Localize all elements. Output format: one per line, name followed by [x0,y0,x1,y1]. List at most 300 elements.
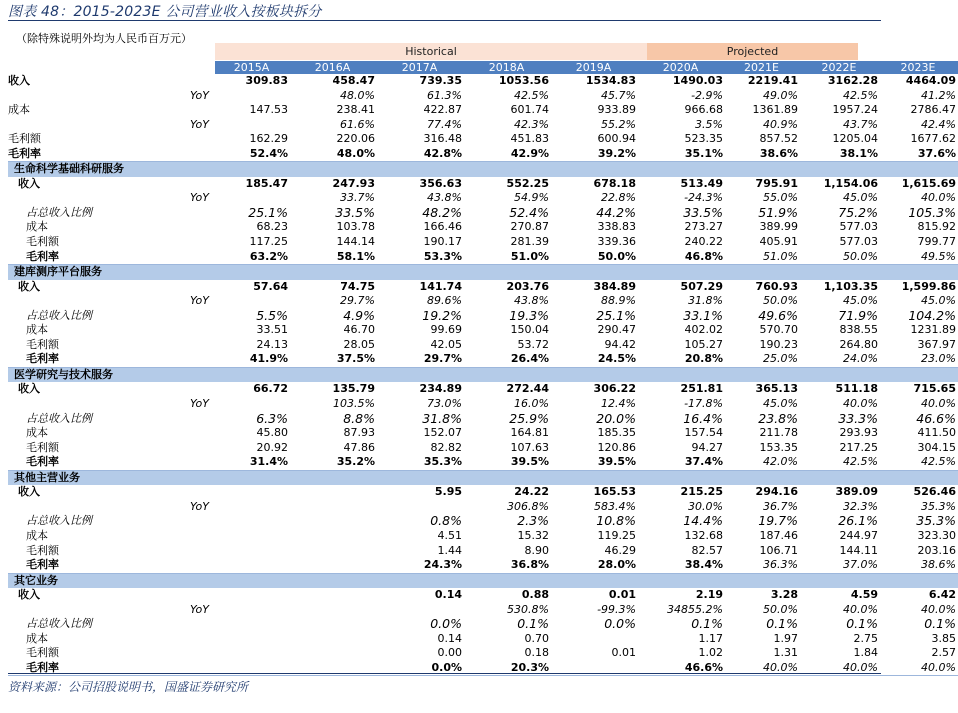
row-sublabel [190,338,215,353]
cell-2017A: 77.4% [427,117,462,131]
cell-2022E: 2.75 [853,631,878,645]
cell-2016A: 29.7% [340,294,375,308]
row-sublabel [190,588,215,603]
cell-2017A: 29.7% [377,352,464,367]
cell-2017A: 5.95 [434,485,462,499]
cell-2016A [290,558,377,573]
cell-2023E: 40.0% [921,397,956,411]
row-sublabel [190,177,215,192]
cell-2015A: 162.29 [249,132,288,146]
cell-2015A: 117.25 [249,235,288,249]
cell-2020A: 35.1% [638,147,725,162]
segment-gross-profit-row [8,544,958,559]
cell-2018A: 39.5% [464,455,551,470]
cell-2019A: 12.4% [601,397,636,411]
segment-header-row [8,573,958,588]
cell-2016A [290,588,377,603]
cell-2020A: 513.49 [680,176,723,190]
historical-band: Historical [215,43,647,60]
cell-2019A: 306.22 [593,382,636,396]
cell-2016A: 35.2% [290,455,377,470]
cell-2020A: 34855.2% [667,602,723,616]
cell-2017A: 316.48 [423,132,462,146]
cell-2023E: 6.42 [928,588,956,602]
cell-2021E: 405.91 [759,235,798,249]
cell-2023E: 40.0% [880,661,958,676]
row-sublabel [190,558,215,573]
cell-2017A [377,500,464,515]
row-label: 毛利率 [8,147,190,162]
cell-2016A: 103.78 [336,220,375,234]
row-label: 毛利率 [8,250,190,265]
year-header-2020A: 2020A [638,61,725,74]
cell-2016A [290,485,377,500]
cell-2023E: 1,615.69 [901,176,956,190]
cell-2022E: 45.0% [843,294,878,308]
row-label: 毛利额 [26,646,59,660]
cell-2021E: 25.0% [725,352,800,367]
cell-2018A: 16.0% [514,397,549,411]
cell-2019A: 0.0% [604,616,636,632]
row-label: 毛利额 [26,440,59,454]
row-label: 毛利额 [26,543,59,557]
segment-yoy-row [8,294,958,309]
cell-2018A: 2.3% [517,513,549,529]
cell-2016A [290,617,377,632]
cell-2022E: 1.84 [853,646,878,660]
cell-2022E: 45.0% [843,191,878,205]
cell-2016A [290,646,377,661]
cell-2021E: 187.46 [759,528,798,542]
cell-2019A: 0.01 [608,588,636,602]
segment-header-row [8,470,958,485]
cell-2015A [215,294,290,309]
row-label: 收入 [18,485,40,499]
cell-2018A: 164.81 [510,426,549,440]
row-sublabel [190,617,215,632]
cell-2017A: 356.63 [419,176,462,190]
row-label: 占总收入比例 [26,514,92,528]
cell-2019A: 119.25 [597,528,636,542]
cell-2018A: 43.8% [514,294,549,308]
cell-2019A: 50.0% [551,250,638,265]
year-header-2015A: 2015A [215,61,290,74]
cell-2015A [215,500,290,515]
cell-2021E: 1361.89 [752,103,798,117]
cell-2018A: 52.4% [509,204,549,220]
cell-2016A: 458.47 [332,74,375,87]
row-sublabel [190,147,215,162]
cell-2020A: 94.27 [691,440,723,454]
segment-revenue-row [8,382,958,397]
cell-2015A: 147.53 [249,103,288,117]
cell-2018A: 601.74 [510,103,549,117]
cell-2017A: 89.6% [427,294,462,308]
cell-2018A: 26.4% [464,352,551,367]
cell-2023E: 42.4% [921,117,956,131]
cell-2016A [290,544,377,559]
cell-2017A: 53.3% [377,250,464,265]
cell-2023E: 799.77 [917,235,956,249]
cell-2015A [215,632,290,647]
cell-2015A: 6.3% [256,410,288,426]
cell-2020A: 38.4% [638,558,725,573]
segment-gross-profit-row [8,338,958,353]
cell-2017A: 0.0% [377,661,464,676]
row-label: 收入 [18,176,40,190]
cell-2021E: 857.52 [759,132,798,146]
row-label [8,397,190,412]
cell-2017A: 35.3% [377,455,464,470]
cell-2020A: 507.29 [680,279,723,293]
cell-2015A [215,191,290,206]
source-note: 资料来源：公司招股说明书，国盛证券研究所 [8,680,249,694]
cell-2022E: 244.97 [839,528,878,542]
cell-2018A: 0.18 [524,646,549,660]
cell-2018A: 20.3% [464,661,551,676]
cell-2023E: 715.65 [913,382,956,396]
cell-2020A: 105.27 [684,337,723,351]
cell-2018A: 25.9% [509,410,549,426]
cell-2018A: 451.83 [510,132,549,146]
row-label: 毛利额 [26,337,59,351]
row-sublabel: YoY [190,499,209,513]
cell-2023E: 35.3% [921,499,956,513]
cell-2023E: 42.5% [880,455,958,470]
segment-yoy-row [8,191,958,206]
cell-2020A: 14.4% [683,513,723,529]
cell-2020A: 0.1% [691,616,723,632]
row-sublabel [190,220,215,235]
cell-2021E: 19.7% [758,513,798,529]
row-label: 成本 [8,103,30,117]
row-label: 毛利额 [26,235,59,249]
segment-header-row [8,162,958,177]
cell-2023E: 37.6% [880,147,958,162]
cell-2023E: 45.0% [921,294,956,308]
cell-2015A: 20.92 [256,440,288,454]
cell-2016A: 33.5% [335,204,375,220]
row-sublabel [190,235,215,250]
cell-2017A: 42.8% [377,147,464,162]
cell-2023E: 41.2% [921,88,956,102]
bottom-divider [8,673,881,674]
segment-share-row [8,514,958,529]
year-header-2017A: 2017A [377,61,464,74]
cell-2021E: 795.91 [755,176,798,190]
cell-2015A [215,118,290,133]
cell-2020A: 402.02 [684,323,723,337]
row-sublabel [190,280,215,295]
cell-2018A: 270.87 [510,220,549,234]
total-gross-profit-row [8,132,958,147]
segment-share-row [8,412,958,427]
cell-2022E: 26.1% [838,513,878,529]
cell-2019A: 933.89 [597,103,636,117]
segment-gross-profit-row [8,441,958,456]
segment-revenue-row [8,177,958,192]
cell-2016A: 48.0% [340,88,375,102]
cell-2020A: 215.25 [680,485,723,499]
cell-2015A: 41.9% [215,352,290,367]
segment-yoy-row [8,397,958,412]
cell-2017A: 0.00 [437,646,462,660]
cell-2016A: 103.5% [333,397,375,411]
cell-2023E: 2.57 [931,646,956,660]
segment-margin-row [8,455,958,470]
cell-2018A: 0.1% [517,616,549,632]
cell-2016A: 28.05 [343,337,375,351]
cell-2023E: 304.15 [917,440,956,454]
cell-2018A: 42.5% [514,88,549,102]
cell-2018A: 0.70 [524,631,549,645]
cell-2022E: 33.3% [838,410,878,426]
cell-2019A: 25.1% [596,307,636,323]
cell-2019A: 28.0% [551,558,638,573]
cell-2018A: 53.72 [517,337,549,351]
cell-2017A: 4.51 [437,528,462,542]
cell-2019A: 120.86 [597,440,636,454]
total-revenue-row [8,74,958,89]
row-label: 成本 [26,631,48,645]
row-sublabel [190,250,215,265]
cell-2015A [215,89,290,104]
cell-2015A: 45.80 [256,426,288,440]
cell-2021E: 40.9% [763,117,798,131]
cell-2022E: 511.18 [835,382,878,396]
cell-2022E: 71.9% [838,307,878,323]
cell-2018A: 36.8% [464,558,551,573]
cell-2021E: 49.6% [758,307,798,323]
cell-2021E: 40.0% [725,661,800,676]
cell-2020A: 31.8% [688,294,723,308]
row-sublabel [190,309,215,324]
cell-2017A: 43.8% [427,191,462,205]
row-label: 毛利率 [8,558,190,573]
cell-2021E: 1.31 [773,646,798,660]
cell-2015A: 66.72 [253,382,288,396]
projected-band: Projected [647,43,858,60]
row-sublabel [190,352,215,367]
segment-header-row [8,265,958,280]
cell-2016A: 58.1% [290,250,377,265]
cell-2017A: 166.46 [423,220,462,234]
cell-2023E: 203.16 [917,543,956,557]
segment-share-row [8,617,958,632]
cell-2017A: 42.05 [430,337,462,351]
cell-2017A [377,603,464,618]
cell-2020A: 273.27 [684,220,723,234]
row-label: 毛利率 [8,352,190,367]
cell-2021E: 570.70 [759,323,798,337]
cell-2023E: 40.0% [921,191,956,205]
cell-2022E: 40.0% [843,602,878,616]
cell-2021E: 50.0% [763,602,798,616]
cell-2017A: 422.87 [423,103,462,117]
row-label: 毛利率 [8,455,190,470]
row-label: 成本 [26,426,48,440]
cell-2015A [215,544,290,559]
cell-2022E: 1,103.35 [823,279,878,293]
row-sublabel [190,412,215,427]
cell-2021E: 51.0% [725,250,800,265]
segment-gross-profit-row [8,646,958,661]
cell-2019A: 22.8% [601,191,636,205]
row-label: 占总收入比例 [26,411,92,425]
row-label: 毛利率 [8,661,190,676]
year-header-2022E: 2022E [800,61,880,74]
cell-2023E: 23.0% [880,352,958,367]
segment-title: 建库测序平台服务 [8,265,958,280]
segment-cost-row [8,529,958,544]
cell-2016A [290,514,377,529]
cell-2022E: 42.5% [843,88,878,102]
cell-2018A: 42.3% [514,117,549,131]
total-cost-row [8,103,958,118]
cell-2016A: 33.7% [340,191,375,205]
cell-2016A [290,632,377,647]
row-label: 收入 [18,382,40,396]
cell-2020A: -24.3% [684,191,723,205]
cell-2021E: 45.0% [763,397,798,411]
cell-2020A: -17.8% [684,397,723,411]
cell-2023E: 4464.09 [905,74,956,87]
cell-2021E: 42.0% [725,455,800,470]
cell-2018A: 281.39 [510,235,549,249]
row-sublabel [190,529,215,544]
cell-2018A: 107.63 [510,440,549,454]
cell-2019A: 39.5% [551,455,638,470]
cell-2020A: 46.8% [638,250,725,265]
total-gross-margin-row [8,147,958,162]
cell-2015A [215,558,290,573]
cell-2022E: 40.0% [800,661,880,676]
segment-margin-row [8,558,958,573]
row-sublabel [190,382,215,397]
cell-2016A: 37.5% [290,352,377,367]
cell-2021E: 389.99 [759,220,798,234]
year-header-2018A: 2018A [464,61,551,74]
cell-2017A: 61.3% [427,88,462,102]
row-label [8,118,190,133]
cell-2018A: 51.0% [464,250,551,265]
cell-2017A: 99.69 [430,323,462,337]
cell-2018A: 42.9% [464,147,551,162]
cell-2019A: 55.2% [601,117,636,131]
cell-2019A: 185.35 [597,426,636,440]
cell-2015A: 33.51 [256,323,288,337]
segment-revenue-row [8,280,958,295]
cell-2021E: 365.13 [755,382,798,396]
cell-2020A: 82.57 [691,543,723,557]
cell-2023E: 35.3% [916,513,956,529]
cell-2017A: 141.74 [419,279,462,293]
cell-2016A: 135.79 [332,382,375,396]
cell-2015A [215,514,290,529]
cell-2015A [215,529,290,544]
cell-2019A: 1534.83 [585,74,636,87]
cell-2015A: 57.64 [253,279,288,293]
cell-2021E: 1.97 [773,631,798,645]
cell-2018A: 15.32 [517,528,549,542]
cell-2022E: 37.0% [800,558,880,573]
year-header-row [8,61,958,74]
cell-2020A: 523.35 [684,132,723,146]
row-label: 成本 [26,220,48,234]
cell-2016A: 87.93 [343,426,375,440]
cell-2023E: 0.1% [924,616,956,632]
cell-2019A: 384.89 [593,279,636,293]
segment-cost-row [8,632,958,647]
cell-2015A [215,397,290,412]
row-sublabel: YoY [190,294,209,308]
row-sublabel: YoY [190,191,209,205]
row-sublabel [190,323,215,338]
cell-2016A: 247.93 [332,176,375,190]
figure-title: 图表 48：2015-2023E 公司营业收入按板块拆分 [8,4,322,20]
cell-2021E: 2219.41 [747,74,798,87]
cell-2022E: 1205.04 [832,132,878,146]
cell-2023E: 323.30 [917,528,956,542]
cell-2023E: 1,599.86 [901,279,956,293]
cell-2019A: 20.0% [596,410,636,426]
cell-2016A: 48.0% [290,147,377,162]
cell-2023E: 38.6% [880,558,958,573]
row-label [8,500,190,515]
segment-title: 其它业务 [8,573,958,588]
cell-2016A: 238.41 [336,103,375,117]
cell-2023E: 2786.47 [910,103,956,117]
cell-2023E: 1231.89 [910,323,956,337]
cell-2023E: 3.85 [931,631,956,645]
cell-2023E: 367.97 [917,337,956,351]
cell-2018A: 0.88 [521,588,549,602]
row-sublabel: YoY [190,88,209,102]
segment-yoy-row [8,500,958,515]
cell-2022E: 43.7% [843,117,878,131]
cell-2021E: 211.78 [759,426,798,440]
cell-2019A: 0.01 [611,646,636,660]
cell-2018A: 203.76 [506,279,549,293]
cell-2021E: 294.16 [755,485,798,499]
cell-2016A [290,500,377,515]
cell-2021E: 50.0% [763,294,798,308]
cell-2018A: 552.25 [506,176,549,190]
cell-2020A: 3.5% [695,117,723,131]
cell-2019A: 45.7% [601,88,636,102]
year-header-2016A: 2016A [290,61,377,74]
row-label [8,294,190,309]
cell-2019A: 583.4% [594,499,636,513]
row-label: 成本 [26,323,48,337]
cell-2015A: 63.2% [215,250,290,265]
cell-2020A: -2.9% [691,88,723,102]
cell-2023E: 526.46 [913,485,956,499]
cell-2017A: 31.8% [422,410,462,426]
segment-title: 其他主营业务 [8,470,958,485]
cell-2018A: 306.8% [507,499,549,513]
cell-2015A [215,485,290,500]
cell-2017A: 190.17 [423,235,462,249]
row-label: 收入 [18,279,40,293]
cell-2019A: 600.94 [597,132,636,146]
row-sublabel: YoY [190,397,209,411]
cell-2022E: 293.93 [839,426,878,440]
row-sublabel: YoY [190,602,209,616]
cell-2015A: 5.5% [256,307,288,323]
cell-2017A: 1.44 [437,543,462,557]
cell-2022E: 144.11 [839,543,878,557]
